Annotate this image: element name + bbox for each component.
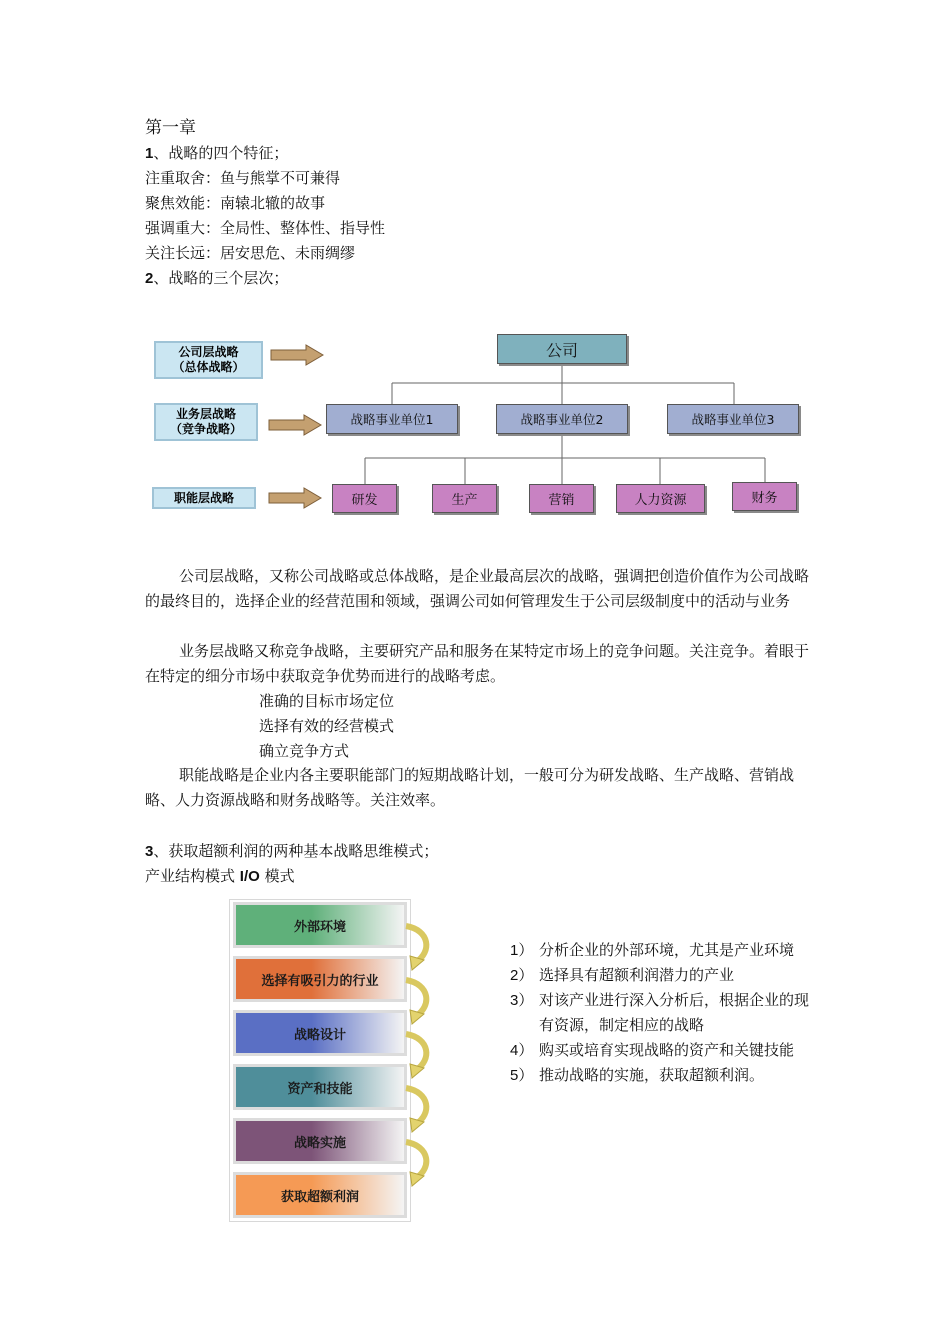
function-node: 营销 (529, 484, 594, 513)
function-node: 人力资源 (616, 484, 705, 513)
feature-item: 注重取舍：鱼与熊掌不可兼得 (145, 169, 341, 187)
function-node: 财务 (732, 482, 797, 511)
business-point: 准确的目标市场定位 (259, 692, 395, 710)
feature-item: 关注长远：居安思危、未雨绸缪 (145, 244, 356, 262)
feature-item: 强调重大：全局性、整体性、指导性 (145, 219, 386, 237)
curved-arrow-icon (404, 1138, 434, 1188)
section-2-heading: 2、战略的三个层次； (145, 269, 289, 287)
curved-arrow-icon (404, 976, 434, 1026)
sbu-node: 战略事业单位1 (326, 404, 458, 434)
business-strategy-paragraph: 业务层战略又称竞争战略，主要研究产品和服务在某特定市场上的竞争问题。关注竞争。着眼于在特定的细分市场中获取竞争优势而进行的战略考虑。 (145, 642, 810, 685)
section-1-heading: 1、战略的四个特征； (145, 144, 289, 162)
curved-arrow-icon (404, 1084, 434, 1134)
level-business-label: 业务层战略 （竞争战略） (154, 403, 258, 441)
chapter-title: 第一章 (145, 118, 196, 138)
flow-step: 获取超额利润 (233, 1172, 407, 1218)
corporate-strategy-paragraph: 公司层战略，又称公司战略或总体战略，是企业最高层次的战略，强调把创造价值作为公司战略的最终目的，选择企业的经营范围和领域，强调公司如何管理发生于公司层级制度中的活动与业务 (145, 567, 810, 610)
curved-arrow-icon (404, 922, 434, 972)
business-point: 确立竞争方式 (259, 742, 350, 760)
flow-step: 战略实施 (233, 1118, 407, 1164)
feature-item: 聚焦效能：南辕北辙的故事 (145, 194, 326, 212)
function-node: 研发 (332, 484, 397, 513)
company-node: 公司 (497, 334, 627, 364)
org-connector-lines (0, 0, 950, 560)
business-point: 选择有效的经营模式 (259, 717, 395, 735)
flow-step: 资产和技能 (233, 1064, 407, 1110)
function-node: 生产 (432, 484, 497, 513)
flow-step: 选择有吸引力的行业 (233, 956, 407, 1002)
io-model-label: 产业结构模式 I/O 模式 (145, 867, 295, 885)
section-3-heading: 3、获取超额利润的两种基本战略思维模式； (145, 842, 439, 860)
level-functional-label: 职能层战略 (152, 487, 256, 509)
functional-strategy-paragraph: 职能战略是企业内各主要职能部门的短期战略计划，一般可分为研发战略、生产战略、营销战略、人力资源战略和财务战略等。关注效率。 (145, 766, 795, 809)
sbu-node: 战略事业单位2 (496, 404, 628, 434)
flow-step: 外部环境 (233, 902, 407, 948)
curved-arrow-icon (404, 1030, 434, 1080)
level-corporate-label: 公司层战略 （总体战略） (154, 341, 263, 379)
flow-step: 战略设计 (233, 1010, 407, 1056)
sbu-node: 战略事业单位3 (667, 404, 799, 434)
